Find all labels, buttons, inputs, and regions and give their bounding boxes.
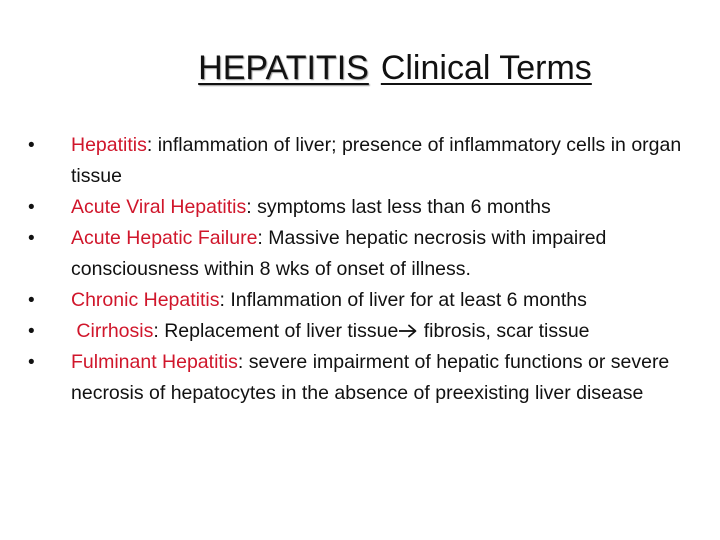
term-hepatitis: Hepatitis (71, 134, 147, 156)
term-separator: : (219, 289, 225, 311)
definition-fulminant-hepatitis: severe impairment of hepatic functions or severe necrosis of hepatocytes in the absence of preexisting liver disease (71, 351, 670, 404)
definition-chronic-hepatitis: Inflammation of liver for at least 6 months (224, 289, 587, 311)
list-item-chronic-hepatitis (28, 285, 698, 316)
definition-hepatitis: inflammation of liver; presence of inflammatory cells in organ tissue (71, 134, 682, 187)
list-item-fulminant-hepatitis (28, 347, 698, 409)
bullet: • (28, 352, 35, 373)
terms-list (28, 130, 698, 409)
bullet: • (28, 290, 35, 311)
term-fulminant-hepatitis: Fulminant Hepatitis (71, 351, 238, 373)
list-item-cirrhosis (28, 316, 698, 347)
list-item-hepatitis (28, 130, 698, 192)
title-hepatitis: HEPATITIS (198, 49, 369, 87)
list-item-acute-hepatic-failure (28, 223, 698, 285)
title-clinical-terms: Clinical Terms (380, 49, 592, 87)
term-separator: : (246, 196, 252, 218)
term-chronic-hepatitis: Chronic Hepatitis (71, 289, 220, 311)
bullet: • (28, 228, 35, 249)
bullet: • (28, 135, 35, 156)
term-acute-viral-hepatitis: Acute Viral Hepatitis (71, 196, 247, 218)
bullet: • (28, 321, 35, 342)
right-arrow-icon (398, 323, 418, 339)
term-separator: : (237, 351, 244, 373)
slide-title (0, 46, 720, 90)
term-separator: : (153, 320, 159, 342)
term-separator: : (146, 134, 153, 156)
term-cirrhosis: Cirrhosis (76, 320, 154, 342)
definition-acute-viral-hepatitis: symptoms last less than 6 months (251, 196, 551, 218)
definition-cirrhosis-part1: Replacement of liver tissue (158, 320, 399, 342)
list-item-acute-viral-hepatitis (28, 192, 698, 223)
definition-cirrhosis-part2: fibrosis, scar tissue (418, 320, 590, 342)
term-acute-hepatic-failure: Acute Hepatic Failure (71, 227, 258, 249)
definition-acute-hepatic-failure: Massive hepatic necrosis with impaired consciousness within 8 wks of onset of illness. (71, 227, 607, 280)
bullet: • (28, 197, 35, 218)
term-separator: : (257, 227, 263, 249)
